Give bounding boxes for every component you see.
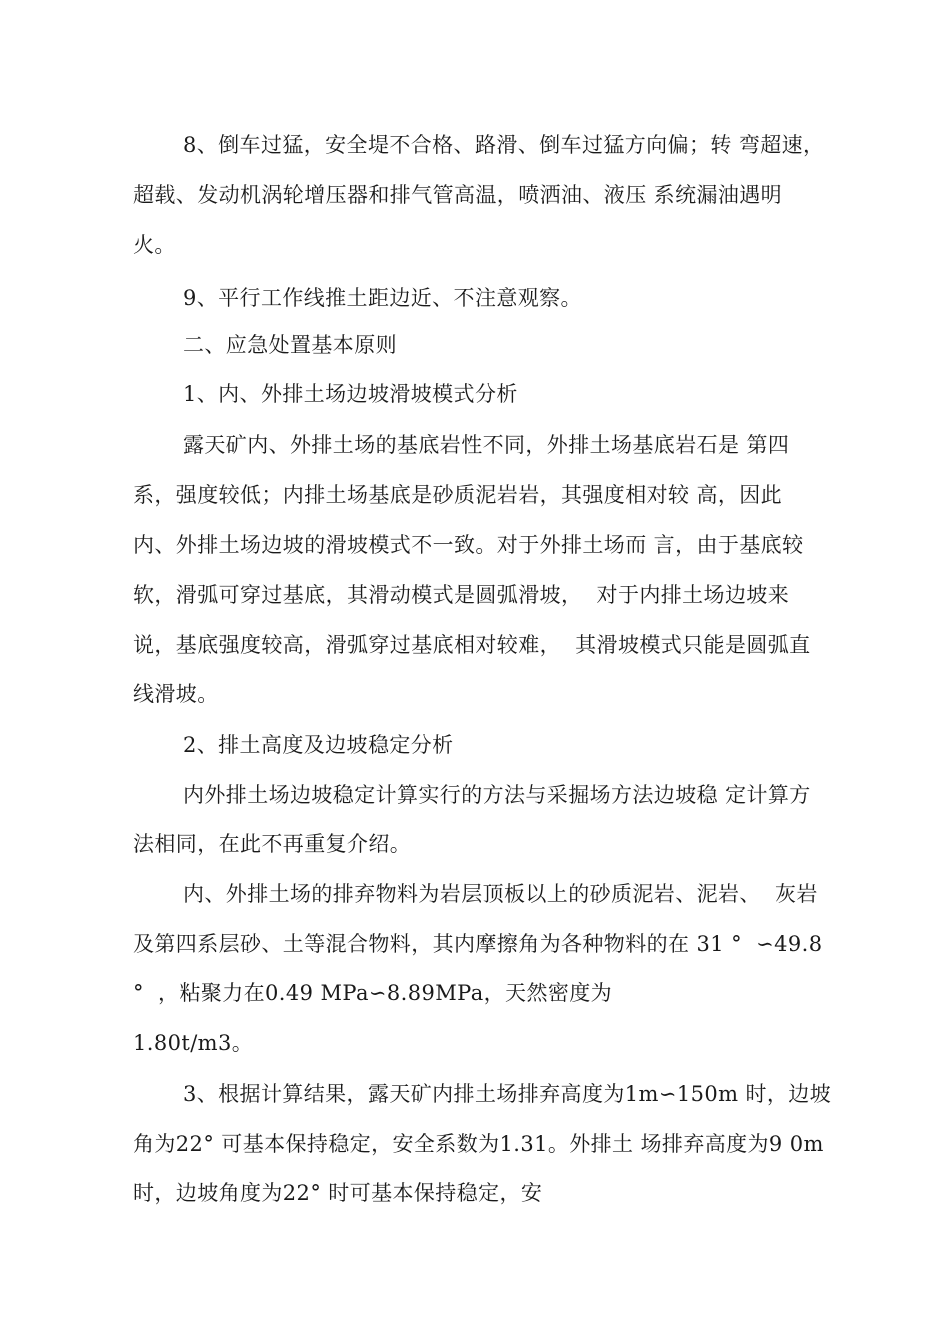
subsection-heading: 2、排土高度及边坡稳定分析 xyxy=(183,733,454,757)
paragraph-line: 3、根据计算结果，露天矿内排土场排弃高度为1m∽150m 时，边坡 xyxy=(183,1082,832,1106)
paragraph-line: 线滑坡。 xyxy=(133,682,219,706)
subsection-heading: 1、内、外排土场边坡滑坡模式分析 xyxy=(183,382,518,406)
paragraph-line: 8、倒车过猛，安全堤不合格、路滑、倒车过猛方向偏；转 弯超速， xyxy=(183,133,825,157)
paragraph-line: 时，边坡角度为22° 时可基本保持稳定，安 xyxy=(133,1181,543,1205)
paragraph-line: 说，基底强度较高，滑弧穿过基底相对较难， 其滑坡模式只能是圆弧直 xyxy=(133,633,811,657)
section-heading: 二、应急处置基本原则 xyxy=(183,333,397,357)
paragraph-line: 内、外排土场边坡的滑坡模式不一致。对于外排土场而 言，由于基底较 xyxy=(133,533,804,557)
paragraph-line: 软，滑弧可穿过基底，其滑动模式是圆弧滑坡， 对于内排土场边坡来 xyxy=(133,583,790,607)
paragraph-line: 角为22° 可基本保持稳定，安全系数为1.31。外排土 场排弃高度为9 0m xyxy=(133,1132,824,1156)
paragraph-line: 内外排土场边坡稳定计算实行的方法与采掘场方法边坡稳 定计算方 xyxy=(183,783,811,807)
paragraph-line: ° ，粘聚力在0.49 MPa∽8.89MPa，天然密度为 xyxy=(133,981,613,1005)
paragraph-line: 超载、发动机涡轮增压器和排气管高温，喷洒油、液压 系统漏油遇明 xyxy=(133,183,783,207)
paragraph-line: 系，强度较低；内排土场基底是砂质泥岩岩，其强度相对较 高，因此 xyxy=(133,483,783,507)
paragraph-line: 及第四系层砂、土等混合物料，其内摩擦角为各种物料的在 31 ° ∽49.8 xyxy=(133,932,823,956)
paragraph-line: 火。 xyxy=(133,233,176,257)
paragraph-line: 露天矿内、外排土场的基底岩性不同，外排土场基底岩石是 第四 xyxy=(183,433,790,457)
paragraph-line: 9、平行工作线推土距边近、不注意观察。 xyxy=(183,286,582,310)
paragraph-line: 1.80t/m3。 xyxy=(133,1031,254,1055)
paragraph-line: 法相同，在此不再重复介绍。 xyxy=(133,832,412,856)
paragraph-line: 内、外排土场的排弃物料为岩层顶板以上的砂质泥岩、泥岩、 灰岩 xyxy=(183,882,818,906)
